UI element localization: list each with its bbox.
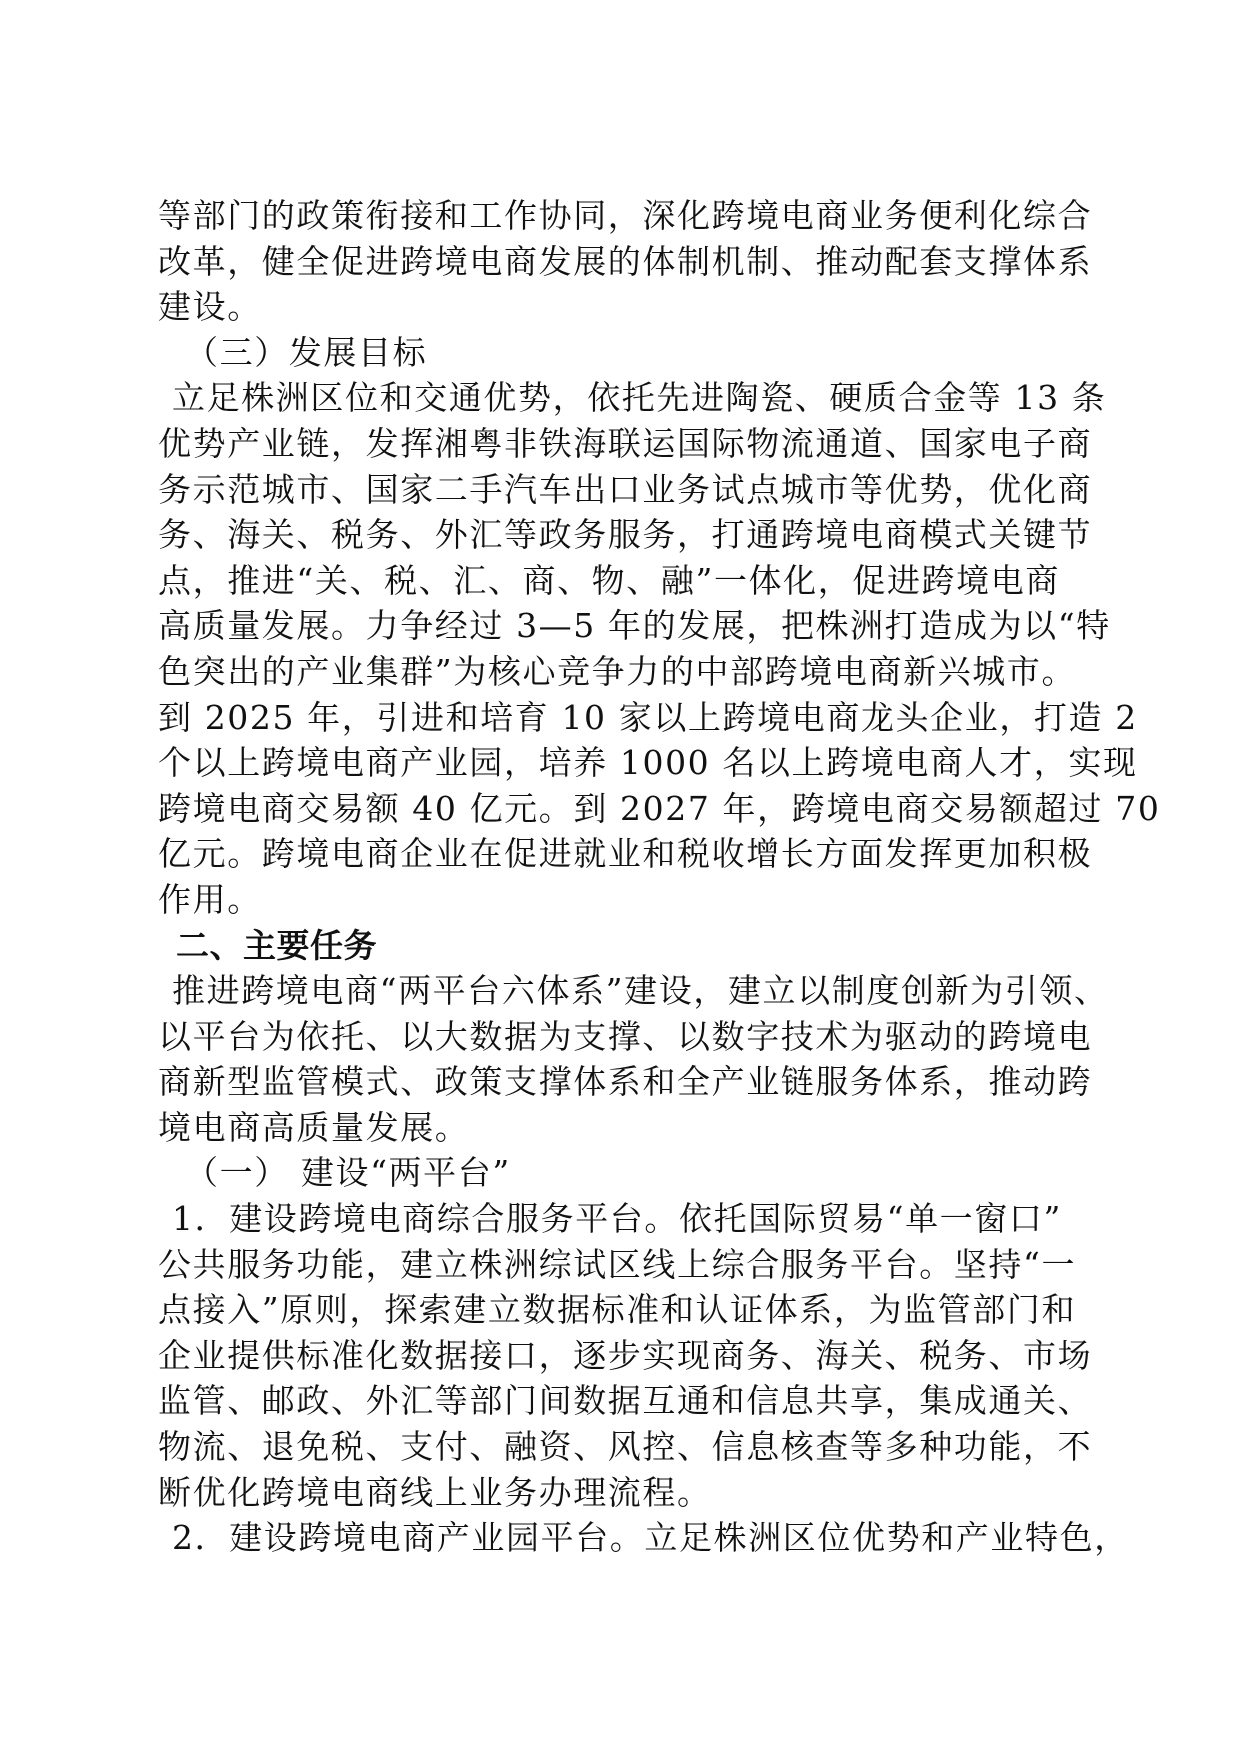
section-heading-development-goals: （三）发展目标	[185, 332, 428, 372]
paragraph-line: 公共服务功能，建立株洲综试区线上综合服务平台。坚持“一	[158, 1244, 1077, 1284]
paragraph-line: 优势产业链，发挥湘粤非铁海联运国际物流通道、国家电子商	[158, 423, 1093, 463]
paragraph-line: 商新型监管模式、政策支撑体系和全产业链服务体系，推动跨	[158, 1062, 1093, 1102]
paragraph-line: 企业提供标准化数据接口，逐步实现商务、海关、税务、市场	[158, 1335, 1093, 1375]
paragraph-line: 到 2025 年，引进和培育 10 家以上跨境电商龙头企业，打造 2	[158, 697, 1138, 737]
paragraph-line: 监管、邮政、外汇等部门间数据互通和信息共享，集成通关、	[158, 1381, 1093, 1421]
paragraph-line: 点，推进“关、税、汇、商、物、融”一体化，促进跨境电商	[158, 560, 1060, 600]
paragraph-line: 推进跨境电商“两平台六体系”建设，建立以制度创新为引领、	[172, 971, 1109, 1011]
paragraph-line: 改革，健全促进跨境电商发展的体制机制、推动配套支撑体系	[158, 241, 1093, 281]
paragraph-line: 建设。	[158, 287, 262, 327]
paragraph-line: 亿元。跨境电商企业在促进就业和税收增长方面发挥更加积极	[158, 834, 1093, 874]
document-body	[158, 193, 1161, 1561]
paragraph-line: 等部门的政策衔接和工作协同，深化跨境电商业务便利化综合	[158, 196, 1093, 235]
paragraph-line: 以平台为依托、以大数据为支撑、以数字技术为驱动的跨境电	[158, 1016, 1093, 1056]
paragraph-line: 色突出的产业集群”为核心竞争力的中部跨境电商新兴城市。	[158, 651, 1077, 691]
paragraph-line: 高质量发展。力争经过 3—5 年的发展，把株洲打造成为以“特	[158, 606, 1111, 646]
paragraph-line: 作用。	[158, 879, 262, 919]
paragraph-line: 点接入”原则，探索建立数据标准和认证体系，为监管部门和	[158, 1290, 1077, 1330]
section-heading-two-platforms: （一） 建设“两平台”	[185, 1153, 511, 1193]
paragraph-line: 务示范城市、国家二手汽车出口业务试点城市等优势，优化商	[158, 469, 1093, 509]
paragraph-line: 务、海关、税务、外汇等政务服务，打通跨境电商模式关键节	[158, 515, 1093, 555]
list-item-1: 1．建设跨境电商综合服务平台。依托国际贸易“单一窗口”	[172, 1199, 1062, 1239]
paragraph-line: 个以上跨境电商产业园，培养 1000 名以上跨境电商人才，实现	[158, 743, 1138, 783]
paragraph-line: 立足株洲区位和交通优势，依托先进陶瓷、硬质合金等 13 条	[172, 378, 1107, 418]
paragraph-line: 物流、退免税、支付、融资、风控、信息核查等多种功能，不	[158, 1427, 1093, 1467]
section-heading-main-tasks: 二、主要任务	[176, 925, 377, 965]
paragraph-line: 断优化跨境电商线上业务办理流程。	[158, 1472, 712, 1512]
list-item-2: 2．建设跨境电商产业园平台。立足株洲区位优势和产业特色，	[172, 1518, 1129, 1558]
paragraph-line: 境电商高质量发展。	[158, 1107, 470, 1147]
paragraph-line: 跨境电商交易额 40 亿元。到 2027 年，跨境电商交易额超过 70	[158, 788, 1161, 828]
